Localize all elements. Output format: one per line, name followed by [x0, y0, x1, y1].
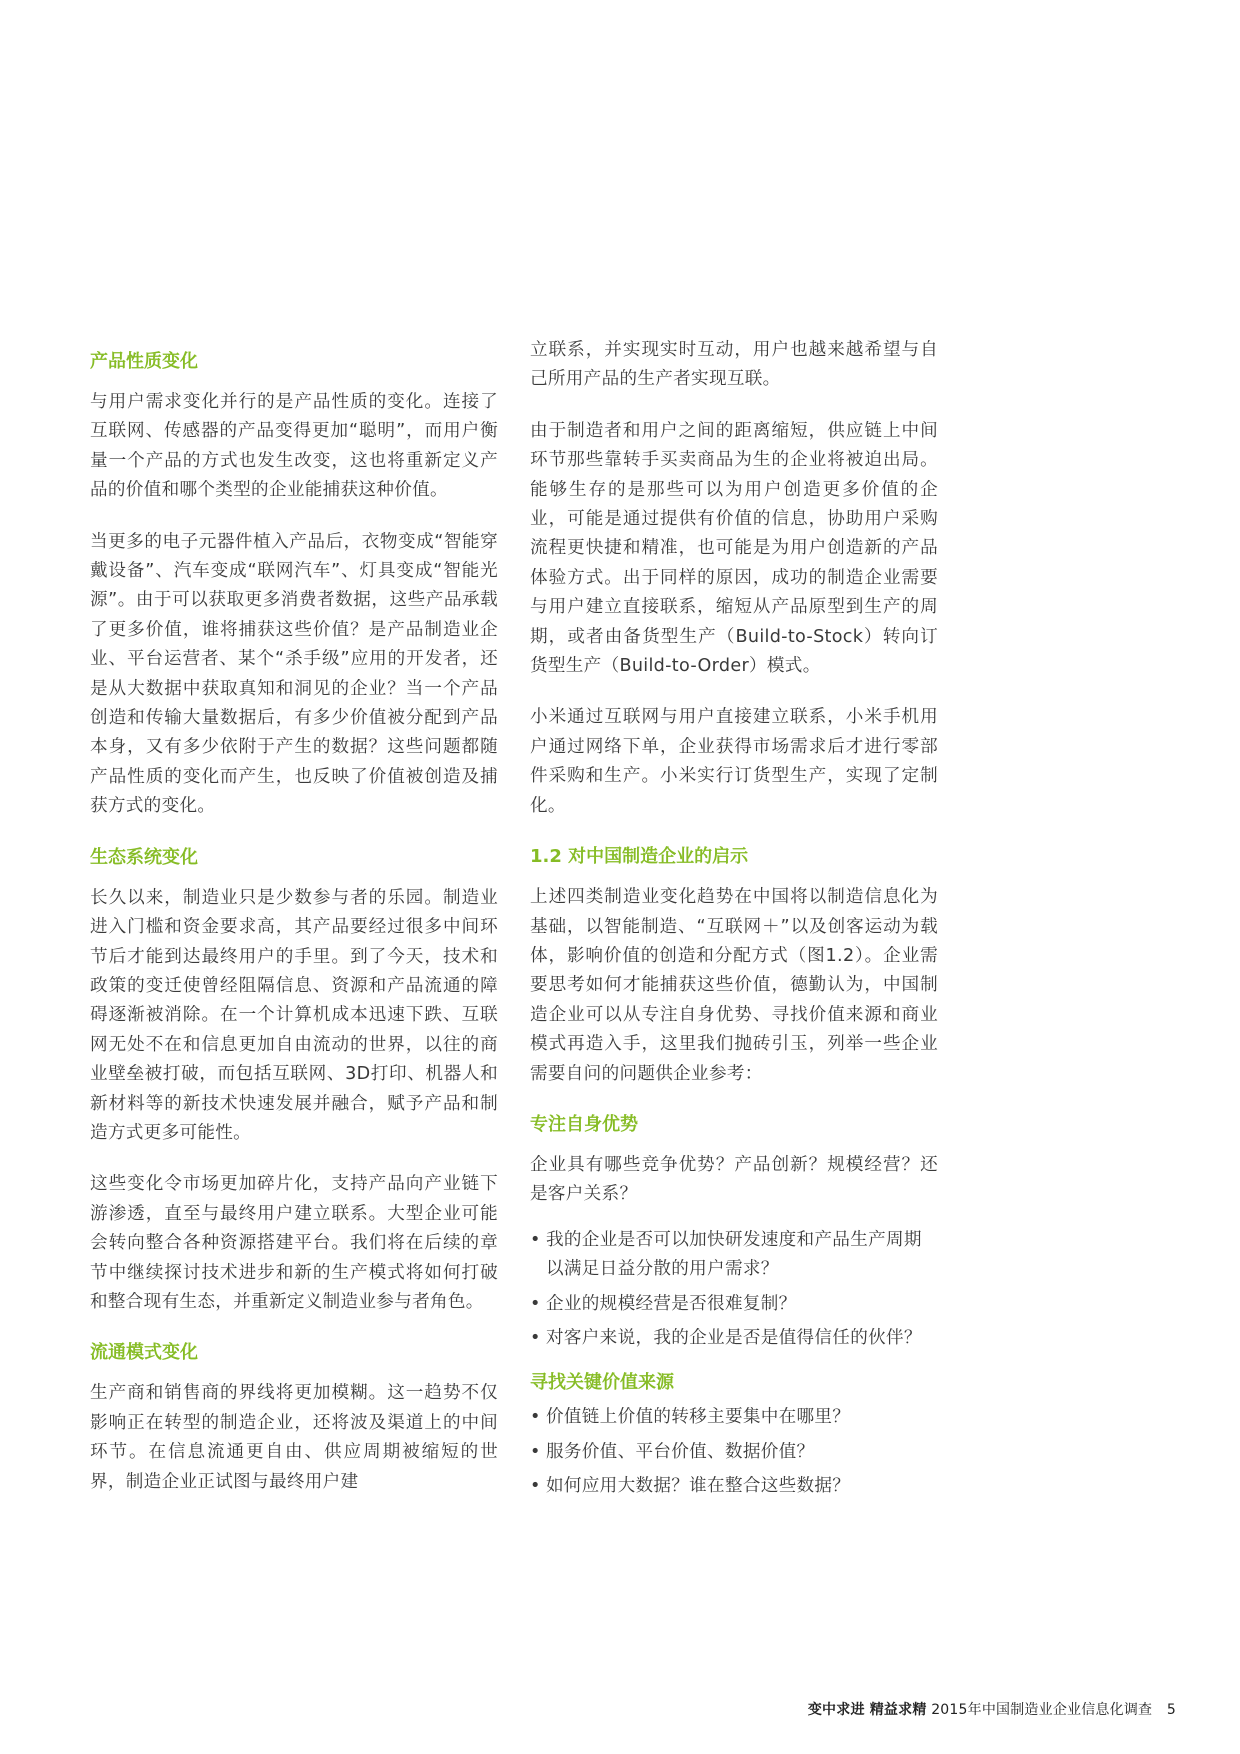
section-heading-product-nature: 产品性质变化	[90, 351, 198, 372]
paragraph: 由于制造者和用户之间的距离缩短，供应链上中间环节那些靠转手买卖商品为生的企业将被迫出局。能够生存的是那些可以为用户创造更多价值的企业，可能是通过提供有价值的信息，协助用户采购流程更快捷和精准，也可能是为用户创造新的产品体验方式。出于同样的原因，成功的制造企业需要与用户建立直接联系，缩短从产品原型到生产的周期，或者由备货型生产（Build-to-Stock）转向订货型生产（Build-to-Order）模式。	[530, 420, 938, 677]
right-column	[530, 340, 938, 1518]
list-item: • 如何应用大数据？谁在整合这些数据？	[530, 1472, 938, 1501]
paragraph: 当更多的电子元器件植入产品后，衣物变成“智能穿戴设备”、汽车变成“联网汽车”、灯具变成“智能光源”。由于可以获取更多消费者数据，这些产品承载了更多价值，谁将捕获这些价值？是产品制造业企业、平台运营者、某个“杀手级”应用的开发者，还是从大数据中获取真知和洞见的企业？当一个产品创造和传输大量数据后，有多少价值被分配到产品本身，又有多少依附于产生的数据？这些问题都随产品性质的变化而产生，也反映了价值被创造及捕获方式的变化。	[90, 531, 498, 817]
page-footer	[0, 1699, 1176, 1719]
section-heading-ecosystem: 生态系统变化	[90, 846, 198, 868]
section-heading-value-sources: 寻找关键价值来源	[530, 1372, 674, 1394]
left-column	[90, 348, 498, 1519]
list-item: • 企业的规模经营是否很难复制？	[530, 1290, 938, 1319]
paragraph: 长久以来，制造业只是少数参与者的乐园。制造业进入门槛和资金要求高，其产品要经过很多中间环节后才能到达最终用户的手里。到了今天，技术和政策的变迁使曾经阻隔信息、资源和产品流通的障碍逐渐被消除。在一个计算机成本迅速下跌、互联网无处不在和信息更加自由流动的世界，以往的商业壁垒被打破，而包括互联网、3D打印、机器人和新材料等的新技术快速发展并融合，赋予产品和制造方式更多可能性。	[90, 887, 498, 1143]
bullet-list-value	[530, 1403, 938, 1501]
bullet-list-strengths	[530, 1226, 938, 1354]
section-heading-core-strengths: 专注自身优势	[530, 1113, 638, 1135]
footer-title-bold: 变中求进 精益求精	[807, 1702, 927, 1718]
list-item: • 我的企业是否可以加快研发速度和产品生产周期以满足日益分散的用户需求？	[530, 1226, 938, 1285]
paragraph: 立联系，并实现实时互动，用户也越来越希望与自己所用产品的生产者实现互联。	[530, 340, 938, 390]
paragraph: 这些变化令市场更加碎片化，支持产品向产业链下游渗透，直至与最终用户建立联系。大型企业可能会转向整合各种资源搭建平台。我们将在后续的章节中继续探讨技术进步和新的生产模式将如何打破和整合现有生态，并重新定义制造业参与者角色。	[90, 1174, 498, 1312]
section-heading-implications: 1.2 对中国制造企业的启示	[530, 846, 749, 868]
paragraph: 小米通过互联网与用户直接建立联系，小米手机用户通过网络下单，企业获得市场需求后才进行零部件采购和生产。小米实行订货型生产，实现了定制化。	[530, 707, 938, 816]
list-item: • 对客户来说，我的企业是否是值得信任的伙伴？	[530, 1324, 938, 1353]
list-item: • 服务价值、平台价值、数据价值？	[530, 1438, 938, 1467]
paragraph: 企业具有哪些竞争优势？产品创新？规模经营？还是客户关系？	[530, 1154, 938, 1205]
list-item: • 价值链上价值的转移主要集中在哪里？	[530, 1403, 938, 1432]
paragraph: 生产商和销售商的界线将更加模糊。这一趋势不仅影响正在转型的制造企业，还将波及渠道上的中间环节。在信息流通更自由、供应周期被缩短的世界，制造企业正试图与最终用户建	[90, 1383, 498, 1492]
page-number: 5	[1166, 1702, 1176, 1718]
section-heading-distribution: 流通模式变化	[90, 1342, 198, 1364]
paragraph: 与用户需求变化并行的是产品性质的变化。连接了互联网、传感器的产品变得更加“聪明”，而用户衡量一个产品的方式也发生改变，这也将重新定义产品的价值和哪个类型的企业能捕获这种价值。	[90, 392, 498, 501]
paragraph: 上述四类制造业变化趋势在中国将以制造信息化为基础，以智能制造、“互联网＋”以及创客运动为载体，影响价值的创造和分配方式（图1.2）。企业需要思考如何才能捕获这些价值，德勤认为，中国制造企业可以从专注自身优势、寻找价值来源和商业模式再造入手，这里我们抛砖引玉，列举一些企业需要自问的问题供企业参考：	[530, 887, 938, 1084]
footer-title: 2015年中国制造业企业信息化调查	[931, 1702, 1153, 1718]
